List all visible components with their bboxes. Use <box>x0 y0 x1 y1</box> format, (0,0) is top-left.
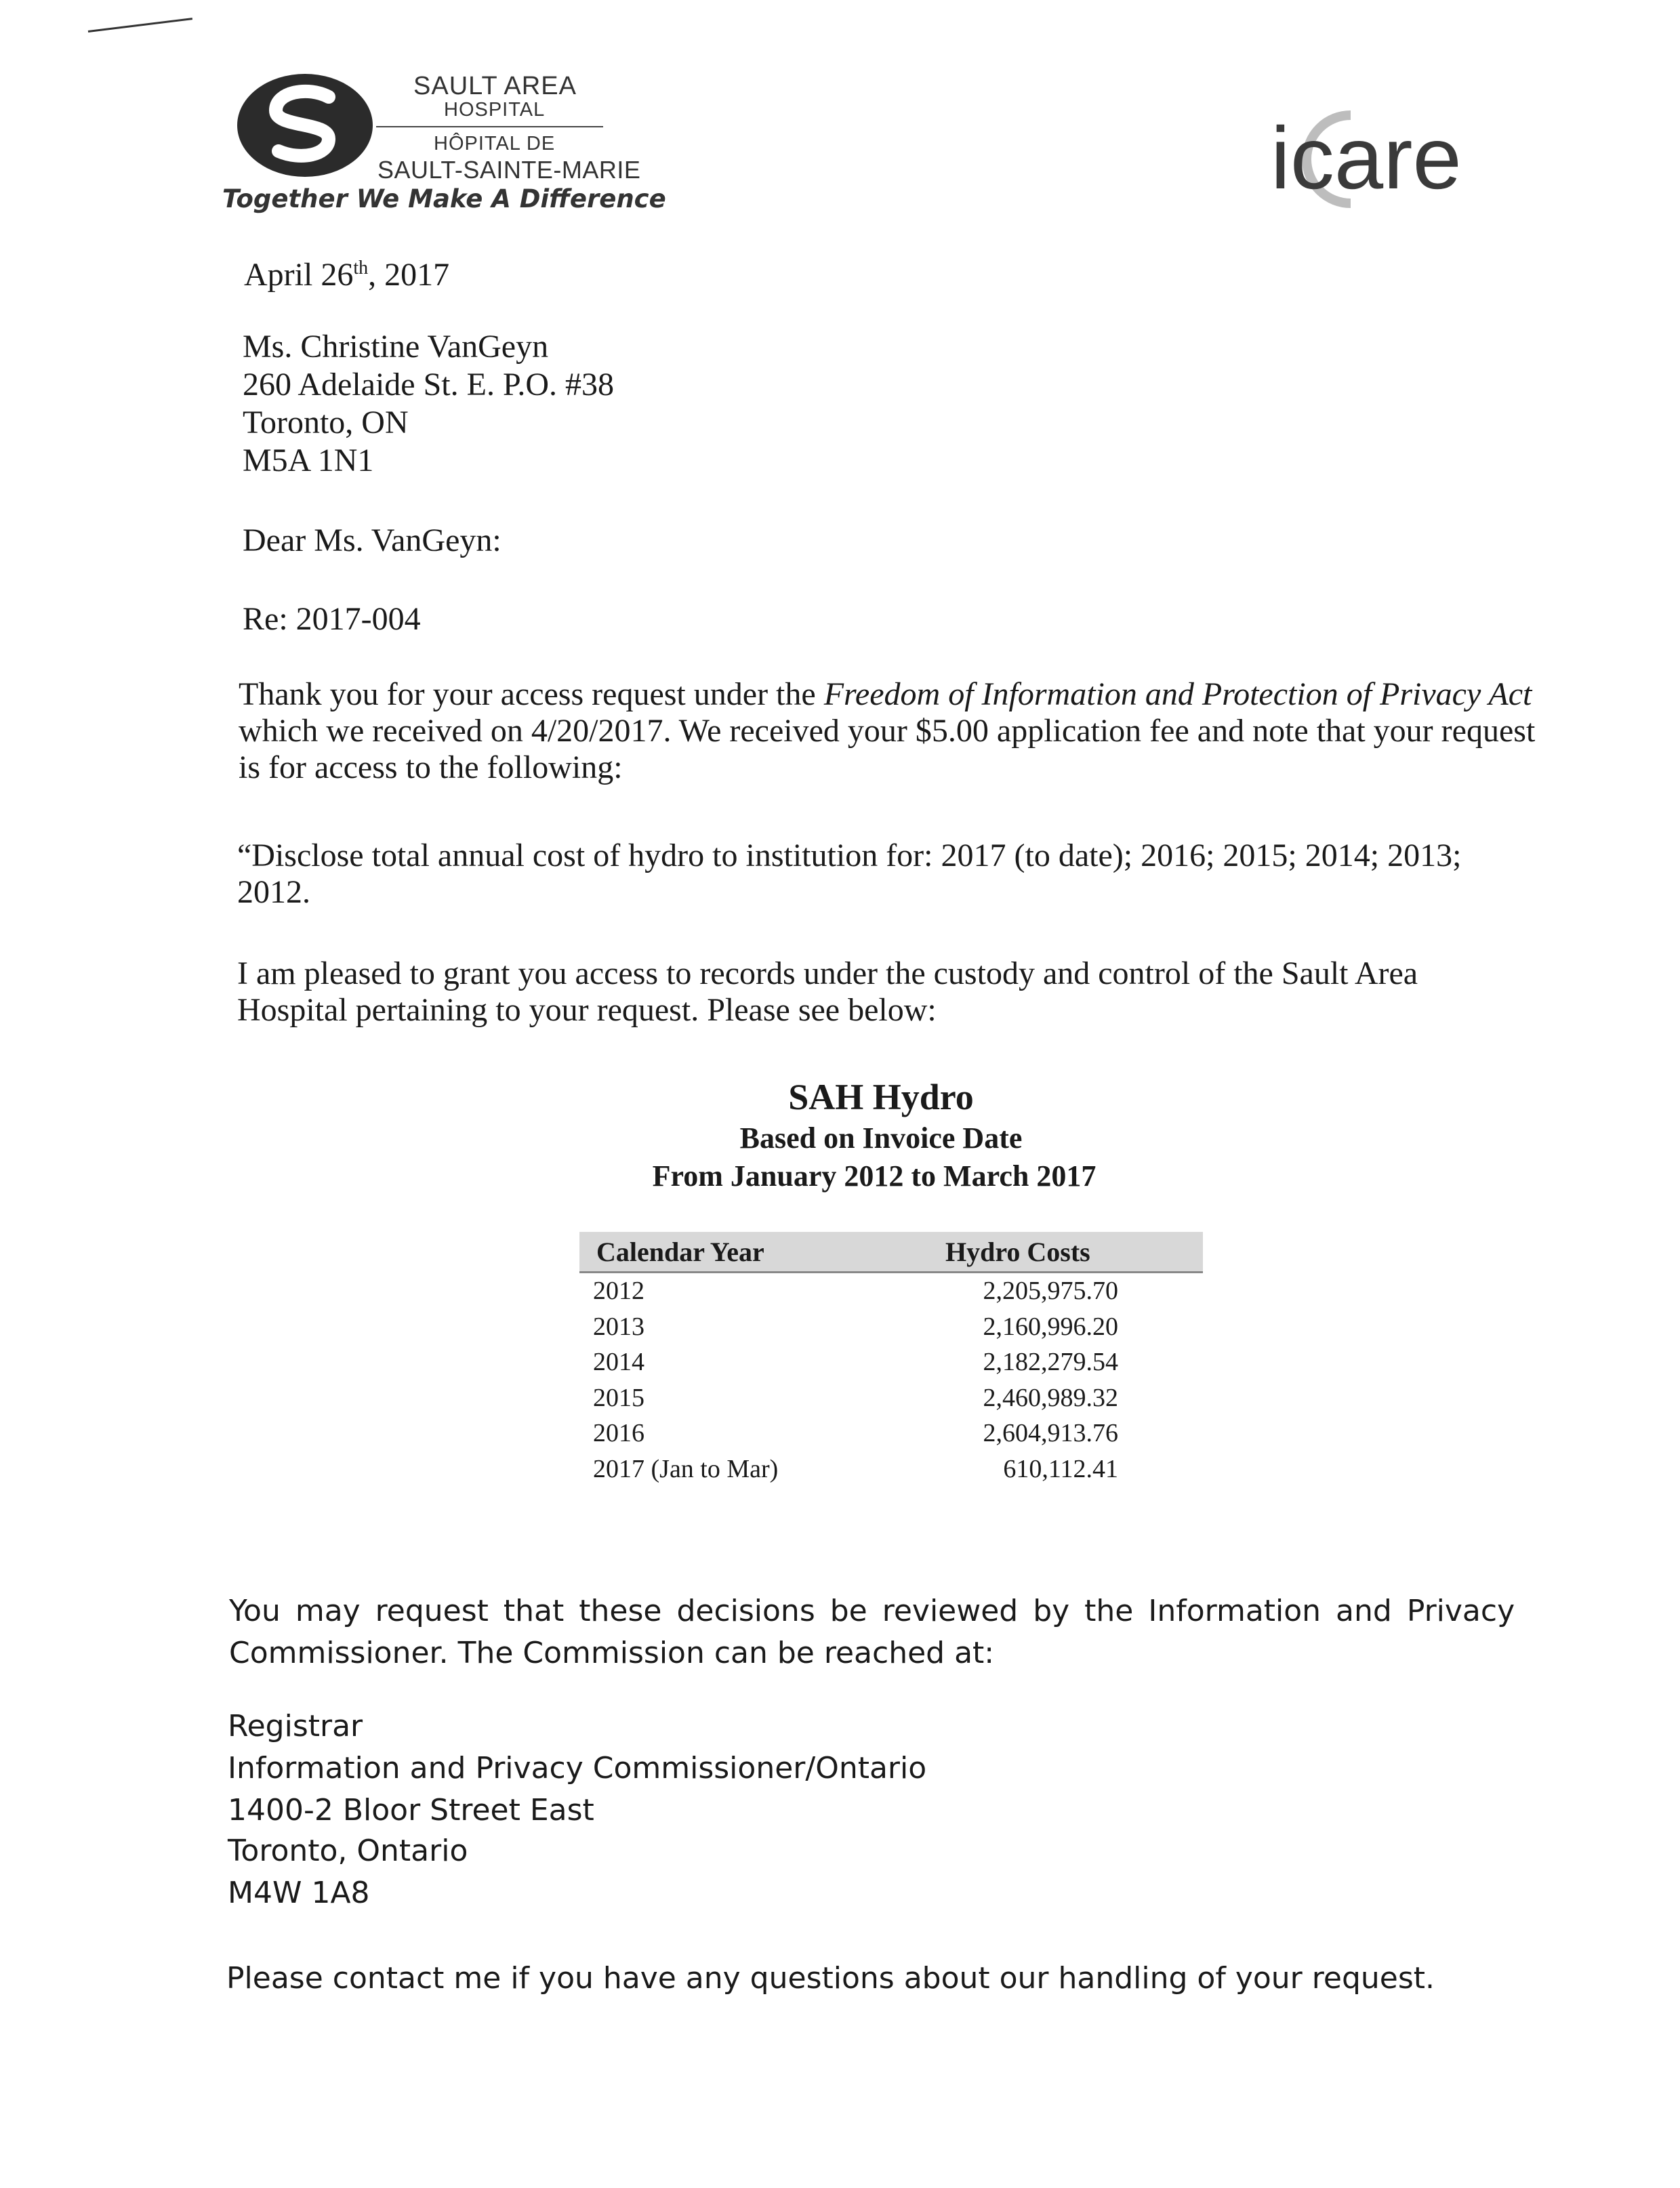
row-year: 2016 <box>593 1419 644 1447</box>
hospital-logo-icon <box>234 71 376 180</box>
reference-number: Re: 2017-004 <box>243 601 421 637</box>
row-cost: 610,112.41 <box>1003 1454 1118 1483</box>
commissioner-city: Toronto, Ontario <box>228 1834 468 1868</box>
commissioner-office: Information and Privacy Commissioner/Ontario <box>228 1751 927 1786</box>
table-row <box>579 1309 1203 1345</box>
table-subtitle-basis: Based on Invoice Date <box>739 1121 1023 1155</box>
review-notice-line1: You may request that these decisions be reviewed by the Information and Privacy <box>229 1594 1515 1628</box>
pen-mark <box>88 18 192 33</box>
row-cost: 2,604,913.76 <box>983 1419 1118 1447</box>
closing-line: Please contact me if you have any questions about our handling of your request. <box>226 1961 1435 1996</box>
hospital-name-fr-line2: SAULT-SAINTE-MARIE <box>377 156 641 184</box>
recipient-city: Toronto, ON <box>243 405 409 440</box>
header-hydro-costs: Hydro Costs <box>945 1237 1090 1267</box>
hydro-costs-table <box>579 1232 1203 1487</box>
letter-date: April 26th, 2017 <box>244 257 450 293</box>
paragraph-access-granted: I am pleased to grant you access to records under the custody and control of the Sault Area Hospital pertaining to your request. Please see below: <box>237 955 1418 1028</box>
table-row <box>579 1344 1203 1380</box>
hospital-name-en-line2: HOSPITAL <box>444 99 546 121</box>
icare-logo-icon <box>1271 102 1521 217</box>
row-cost: 2,160,996.20 <box>983 1312 1118 1341</box>
row-year: 2013 <box>593 1312 644 1341</box>
table-row <box>579 1273 1203 1309</box>
row-cost: 2,182,279.54 <box>983 1348 1118 1376</box>
recipient-address: 260 Adelaide St. E. P.O. #38 <box>243 367 614 402</box>
commissioner-street: 1400-2 Bloor Street East <box>228 1793 594 1828</box>
icare-logo-text: icare <box>1271 108 1462 207</box>
table-header <box>579 1232 1203 1273</box>
row-year: 2015 <box>593 1383 644 1412</box>
salutation: Dear Ms. VanGeyn: <box>243 522 501 558</box>
row-cost: 2,460,989.32 <box>983 1383 1118 1412</box>
paragraph-request-acknowledgement: Thank you for your access request under the Freedom of Information and Protection of Privacy Act which we received on 4/20/2017. We received your $5.00 application fee and note that your request is for access to the following: <box>239 676 1536 785</box>
row-year: 2017 (Jan to Mar) <box>593 1454 779 1483</box>
commissioner-postal: M4W 1A8 <box>228 1876 370 1910</box>
recipient-name: Ms. Christine VanGeyn <box>243 329 549 365</box>
recipient-postal: M5A 1N1 <box>243 442 374 478</box>
review-notice-line2: Commissioner. The Commission can be reached at: <box>229 1636 995 1670</box>
row-cost: 2,205,975.70 <box>983 1277 1118 1305</box>
hospital-tagline: Together We Make A Difference <box>222 184 666 213</box>
paragraph-request-quote: “Disclose total annual cost of hydro to institution for: 2017 (to date); 2016; 2015; 2014; 2013; 2012. <box>237 838 1462 910</box>
table-row <box>579 1416 1203 1451</box>
hospital-name-fr-line1: HÔPITAL DE <box>434 133 556 154</box>
table-title: SAH Hydro <box>788 1077 974 1117</box>
table-row <box>579 1451 1203 1487</box>
header-calendar-year: Calendar Year <box>596 1237 764 1267</box>
hospital-name-en-line1: SAULT AREA <box>413 72 577 100</box>
table-subtitle-range: From January 2012 to March 2017 <box>652 1159 1097 1193</box>
table-row <box>579 1380 1203 1416</box>
row-year: 2014 <box>593 1348 644 1376</box>
letterhead-divider <box>376 126 603 127</box>
row-year: 2012 <box>593 1277 644 1305</box>
commissioner-registrar: Registrar <box>228 1709 363 1743</box>
